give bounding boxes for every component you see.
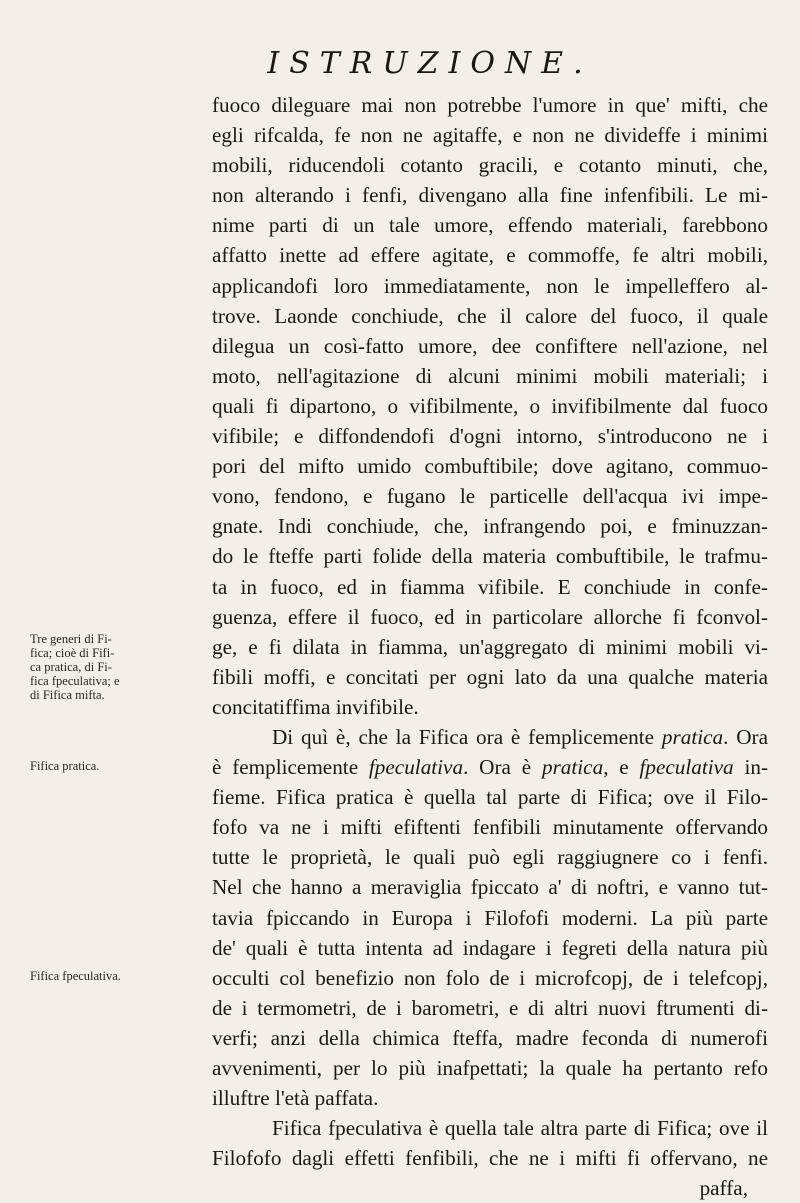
text-line: Fifica fpeculativa è quella tale altra parte di Fifica; ove il [272,1116,768,1141]
text-line: trove. Laonde conchiude, che il calore del fuoco, il quale [212,303,768,328]
text-line: ge, e fi dilata in fiamma, un'aggregato di minimi mobili vi- [212,634,768,659]
paragraph-3 [212,1113,768,1173]
text-line: dilegua un così-fatto umore, dee confiftere nell'azione, nel [212,333,768,358]
paragraph-2 [212,722,768,1113]
text-line: guenza, effere il fuoco, ed in particolare allorche fi fconvol- [212,604,768,629]
main-text [212,90,768,1203]
text-line: fibili moffi, e concitati per ogni lato da una qualche materia [212,664,768,689]
text-line: fuoco dileguare mai non potrebbe l'umore in que' mifti, che [212,93,768,117]
text-line: de i termometri, de i barometri, e di altri nuovi ftrumenti di- [212,995,768,1020]
text-line: concitatiffima invifibile. [212,694,419,719]
paragraph-2-line-1: Di quì è, che la Fifica ora è femplicemente pratica. Ora [272,724,768,749]
paragraph-2-line-2: è femplicemente fpeculativa. Ora è pratica, e fpeculativa in- [212,755,769,780]
margin-note-line: fica fpeculativa; e [30,674,120,688]
text-line: gnate. Indi conchiude, che, infrangendo poi, e fminuzzan- [212,514,768,539]
text-line: avvenimenti, per lo più inafpettati; la quale ha pertanto refo [212,1056,768,1080]
margin-note-fisica-speculativa: Fifica fpeculativa. [30,969,121,983]
margin-note-fisica-pratica: Fifica pratica. [30,759,100,773]
text-line: tutte le proprietà, le quali può egli raggiugnere co i fenfi. [212,845,768,870]
text-line: tavia fpiccando in Europa i Filofofi moderni. La più parte [212,905,768,930]
text-line: moto, nell'agitazione di alcuni minimi mobili materiali; i [212,363,768,388]
text-line: applicandofi loro immediatamente, non le impelleffero al- [212,273,768,298]
text-line: ta in fuoco, ed in fiamma vifibile. E conchiude in confe- [212,574,768,599]
text-line: do le fteffe parti folide della materia combuftibile, le trafmu- [212,544,768,569]
text-line: non alterando i fenfi, divengano alla fine infenfibili. Le mi- [212,183,768,208]
text-line: Nel che hanno a meraviglia fpiccato a' di noftri, e vanno tut- [212,875,768,900]
margin-note-line: ca pratica, di Fi- [30,660,112,674]
catchword: paffa, [699,1176,748,1201]
margin-note-line: Tre generi di Fi- [30,632,112,646]
text-line: quali fi dipartono, o vifibilmente, o invifibilmente dal fuoco [212,393,768,418]
text-line: affatto inette ad effere agitate, e commoffe, fe altri mobili, [212,243,768,268]
text-line: mobili, riducendoli cotanto gracili, e cotanto minuti, che, [212,153,768,178]
text-line: nime parti di un tale umore, effendo materiali, farebbono [212,213,768,238]
text-line: de' quali è tutta intenta ad indagare i fegreti della natura più [212,935,768,960]
text-line: Filofofo dagli effetti fenfibili, che ne i mifti fi offervano, ne [212,1146,768,1171]
text-line: pori del mifto umido combuftibile; dove agitano, commuo- [212,454,768,479]
text-line: illuftre l'età paffata. [212,1086,379,1111]
margin-note-line: di Fifica mifta. [30,688,105,702]
text-line: verfi; anzi della chimica fteffa, madre feconda di numerofi [212,1025,768,1050]
text-line: vifibile; e diffondendofi d'ogni intorno, s'introducono ne i [212,424,768,449]
margin-note-line: fica; cioè di Fifi- [30,646,115,660]
text-line: egli rifcalda, fe non ne agitaffe, e non ne divideffe i minimi [212,123,768,148]
text-line: fieme. Fifica pratica è quella tal parte di Fifica; ove il Filo- [212,785,768,810]
text-line: fofo va ne i mifti efiftenti fenfibili minutamente offervando [212,815,768,840]
margin-note-tre-generi [30,632,180,702]
text-line: vono, fendono, e fugano le particelle dell'acqua ivi impe- [212,484,768,509]
text-line: occulti col benefizio non folo de i microfcopj, de i telefcopj, [212,965,768,990]
running-header: ISTRUZIONE. [267,46,593,81]
paragraph-1 [212,90,768,722]
